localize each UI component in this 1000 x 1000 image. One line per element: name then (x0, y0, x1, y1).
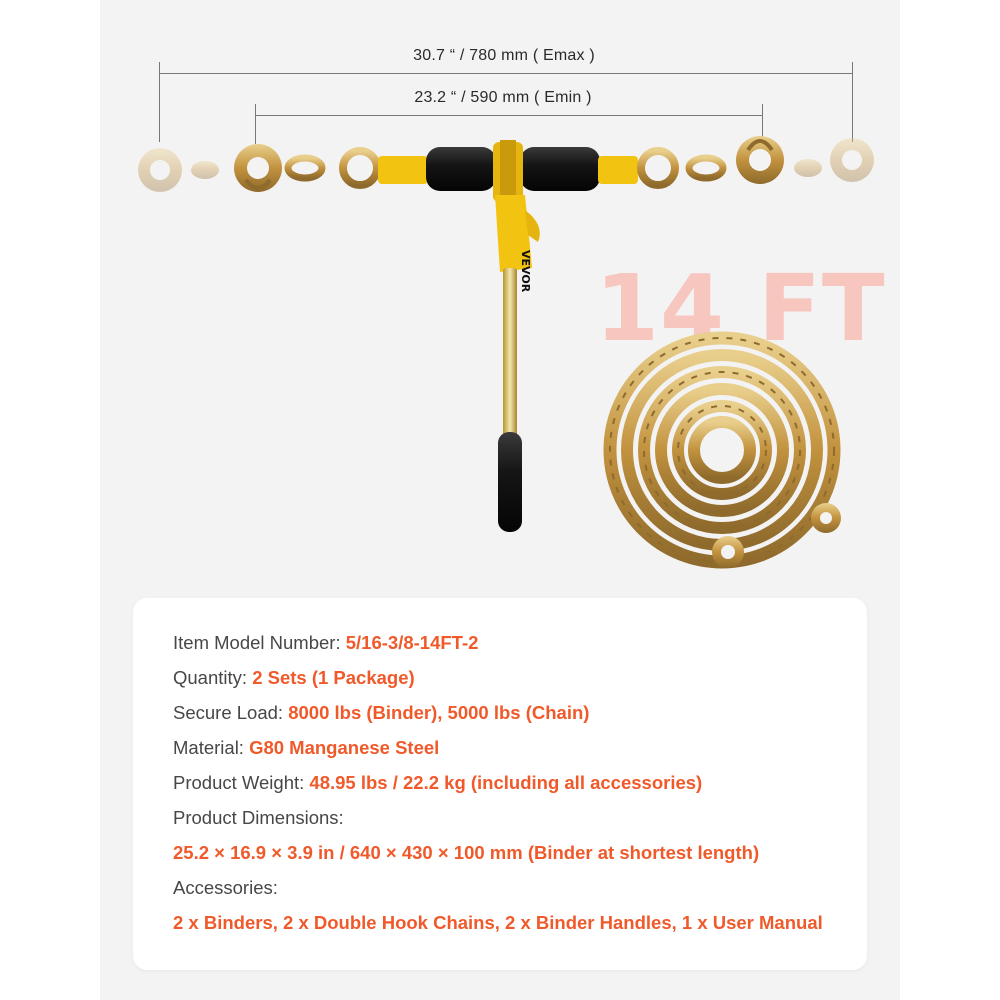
left-chain-links (288, 151, 377, 185)
emax-dimension-label: 30.7 “ / 780 mm ( Emax ) (413, 47, 595, 64)
vevor-logo: VEVOR (519, 250, 532, 293)
spec-label: Quantity: (173, 667, 253, 688)
coiled-chain (610, 338, 834, 562)
left-grab-hook (234, 144, 282, 192)
chain-length-watermark: 14 FT (595, 255, 886, 362)
spec-dimensions-value: 25.2 × 16.9 × 3.9 in / 640 × 430 × 100 mm (Binder at shortest length) (173, 842, 760, 863)
left-rubber-grip (426, 147, 496, 191)
ratchet-gear-housing (493, 140, 523, 204)
spec-product-weight (173, 772, 702, 794)
spec-value: 5/16-3/8-14FT-2 (345, 632, 479, 653)
spec-accessories-value: 2 x Binders, 2 x Double Hook Chains, 2 x Binder Handles, 1 x User Manual (173, 912, 823, 933)
binder-handle-grip (498, 432, 522, 532)
spec-dimensions-label: Product Dimensions: (173, 807, 344, 828)
left-yellow-tube (378, 156, 428, 184)
spec-model-number (173, 632, 478, 654)
right-grab-hook (736, 136, 784, 184)
spec-label: Item Model Number: (173, 632, 346, 653)
extended-right-hook (794, 138, 874, 182)
right-yellow-tube (598, 156, 638, 184)
spec-value: 8000 lbs (Binder), 5000 lbs (Chain) (288, 702, 590, 723)
spec-secure-load (173, 702, 589, 724)
spec-quantity (173, 667, 415, 689)
spec-value: 2 Sets (1 Package) (252, 667, 415, 688)
spec-value: G80 Manganese Steel (249, 737, 440, 758)
emin-dimension-label: 23.2 “ / 590 mm ( Emin ) (414, 89, 592, 106)
spec-label: Product Weight: (173, 772, 310, 793)
binder-handle-rod (503, 268, 517, 438)
extended-left-hook (138, 148, 219, 192)
spec-label: Secure Load: (173, 702, 289, 723)
spec-material (173, 737, 439, 759)
spec-accessories-label: Accessories: (173, 877, 278, 898)
right-rubber-grip (520, 147, 600, 191)
right-chain-links (641, 151, 723, 185)
spec-value: 48.95 lbs / 22.2 kg (including all accessories) (309, 772, 703, 793)
ratchet-handle-head (495, 195, 540, 293)
spec-label: Material: (173, 737, 250, 758)
